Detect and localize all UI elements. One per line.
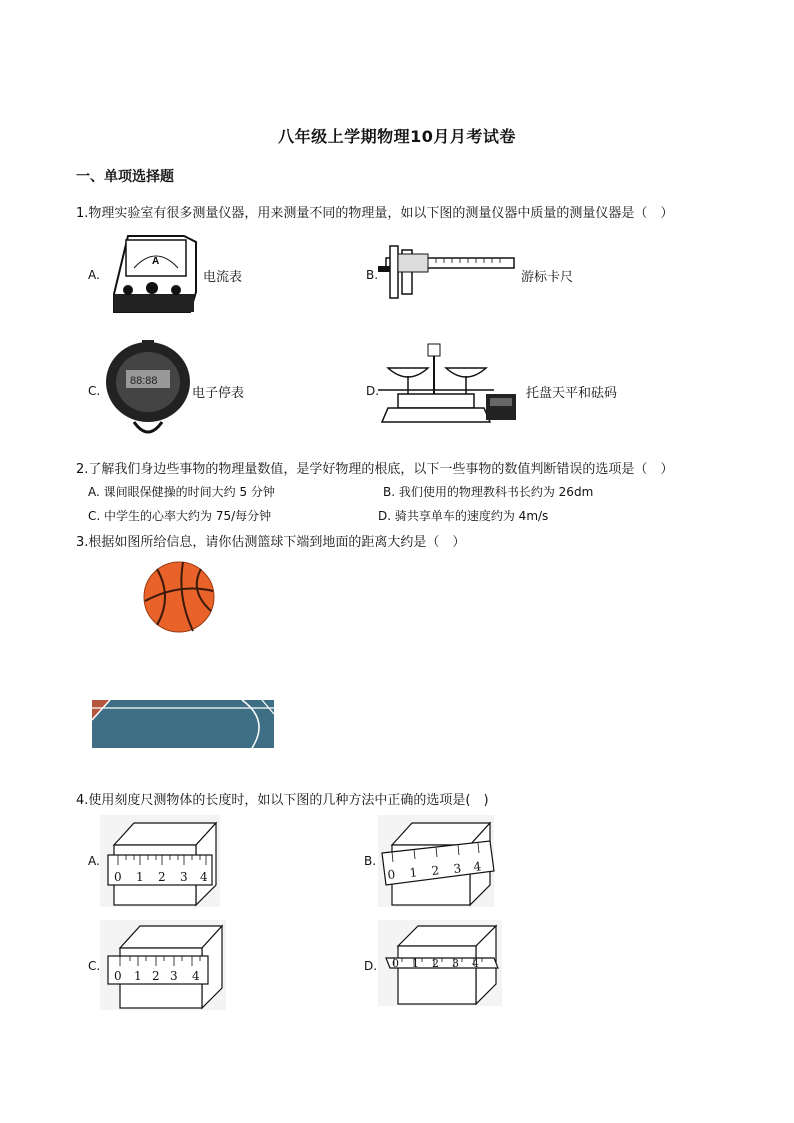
q1-option-a-label: A. — [88, 268, 100, 282]
question-2-text: 2.了解我们身边些事物的物理量数值，是学好物理的根底，以下一些事物的数值判断错误的选项是（ ） — [76, 462, 674, 477]
question-1-text: 1.物理实验室有很多测量仪器，用来测量不同的物理量，如以下图的测量仪器中质量的测量仪器是（ ） — [76, 206, 674, 221]
ruler-digit: 3 — [452, 861, 462, 876]
q1-option-b-label: B. — [366, 268, 379, 282]
svg-text:A: A — [152, 256, 160, 267]
q2-option-d: D. 骑共享单车的速度约为 4m/s — [378, 509, 549, 523]
ruler-digit: 3 — [170, 969, 178, 983]
ruler-digit: 4 — [472, 859, 482, 874]
ruler-digit: 0 — [386, 867, 396, 882]
ruler-digit: 2 — [430, 863, 440, 878]
q2-option-c: C. 中学生的心率大约为 75/每分钟 — [88, 509, 272, 523]
question-3-text: 3.根据如图所给信息，请你估测篮球下端到地面的距离大约是（ ） — [76, 535, 466, 550]
ruler-digit: 3 — [452, 957, 459, 970]
vernier-caliper-image — [378, 244, 518, 300]
q4-option-d-label: D. — [364, 959, 378, 973]
q4-option-a-label: A. — [88, 854, 100, 868]
ruler-method-d-image — [378, 920, 502, 1006]
q4-option-b-label: B. — [364, 854, 377, 868]
ruler-method-a-image — [100, 815, 220, 907]
ruler-digit: 3 — [180, 870, 188, 884]
q1-option-b-name: 游标卡尺 — [521, 270, 574, 285]
ruler-digit: 2 — [432, 957, 439, 970]
ruler-digit: 1 — [412, 957, 419, 970]
ruler-digit: 4 — [200, 870, 208, 884]
q4-option-c-label: C. — [88, 959, 101, 973]
ruler-digit: 2 — [152, 969, 160, 983]
svg-text:88:88: 88:88 — [130, 375, 158, 387]
balance-and-weights-image — [378, 342, 528, 438]
q2-option-a: A. 课间眼保健操的时间大约 5 分钟 — [88, 485, 275, 499]
q1-option-d-name: 托盘天平和砝码 — [526, 386, 618, 401]
ruler-digit: 1 — [134, 969, 142, 983]
ammeter-image — [104, 234, 200, 316]
ruler-digit: 2 — [158, 870, 166, 884]
ruler-digit: 4 — [472, 957, 479, 970]
ruler-method-c-image — [100, 920, 226, 1010]
ruler-digit: 1 — [408, 865, 418, 880]
q1-option-a-name: 电流表 — [203, 270, 243, 285]
q1-option-c-label: C. — [88, 384, 101, 398]
page-title: 八年级上学期物理10月月考试卷 — [278, 127, 516, 146]
ruler-digit: 0 — [114, 870, 122, 884]
section-heading: 一、单项选择题 — [76, 169, 174, 185]
q2-option-b: B. 我们使用的物理教科书长约为 26dm — [383, 485, 594, 499]
ruler-digit: 0 — [392, 957, 399, 970]
ruler-digit: 1 — [136, 870, 144, 884]
ruler-method-b-image — [378, 815, 494, 907]
basketball-image — [143, 561, 215, 633]
q1-option-c-name: 电子停表 — [192, 386, 245, 401]
stopwatch-image — [104, 338, 192, 442]
ruler-digit: 4 — [192, 969, 200, 983]
question-4-text: 4.使用刻度尺测物体的长度时，如以下图的几种方法中正确的选项是( ) — [76, 793, 489, 808]
q1-option-d-label: D. — [366, 384, 380, 398]
ruler-digit: 0 — [114, 969, 122, 983]
court-floor-image — [92, 700, 274, 748]
